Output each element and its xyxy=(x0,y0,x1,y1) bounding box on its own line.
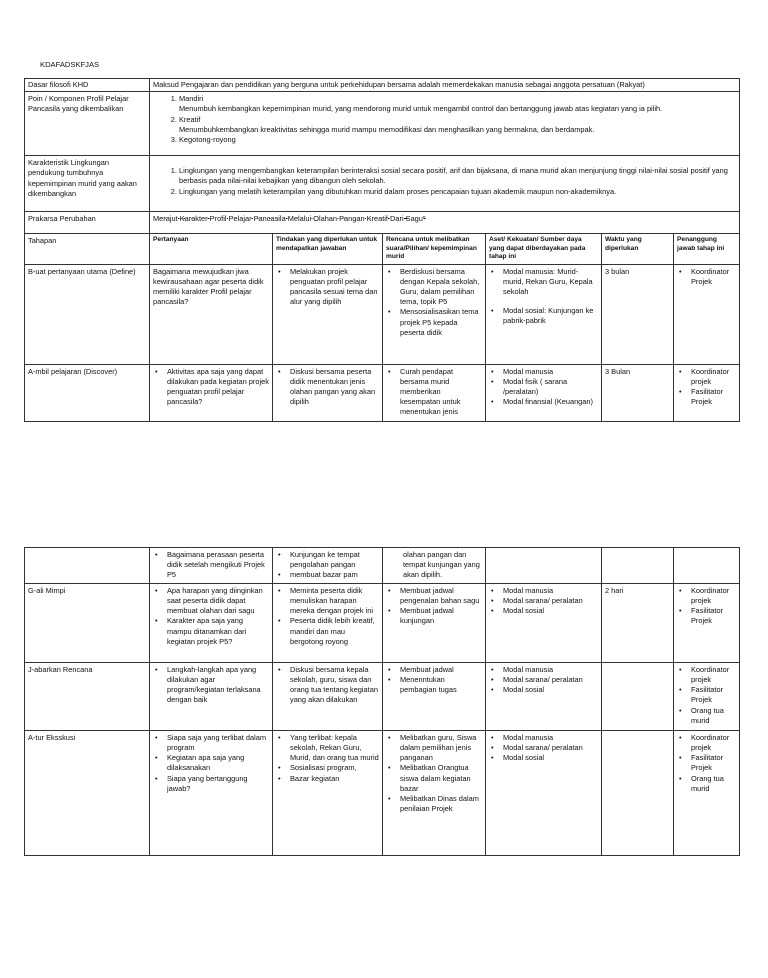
cell-waktu xyxy=(602,548,674,584)
poin-list xyxy=(153,94,736,145)
karakteristik-item: 2. Lingkungan yang melatih keterampilan yang dibutuhkan murid dalam proses pencapaian tujuan akademik maupun non-akademiknya. xyxy=(179,187,736,197)
cell-aset xyxy=(486,583,602,662)
list-item: • Melibatkan Dinas dalam penilaian Projek xyxy=(400,794,482,814)
header-tindakan: Tindakan yang diperlukan untuk mendapatkan jawaban xyxy=(273,234,383,264)
list-item: • Modal sosial xyxy=(503,685,598,695)
list-item: • Peserta didik lebih kreatif, mandiri dan mau bergotong royong xyxy=(290,616,379,647)
cell-rencana xyxy=(383,730,486,855)
cell-tindakan xyxy=(273,264,383,364)
cell-waktu: 3 bulan xyxy=(602,264,674,364)
list-item: • Orang tua murid xyxy=(691,774,736,794)
table-row xyxy=(25,662,740,730)
list-item: • Modal sosial: Kunjungan ke pabrik-pabrik xyxy=(503,306,598,326)
label-poin: Poin / Komponen Profil Pelajar Pancasila yang dikembalikan xyxy=(25,92,150,156)
list-item: • Bagaimana perasaan peserta didik setelah mengikuti Projek P5 xyxy=(167,550,269,581)
cell-penanggung xyxy=(674,583,740,662)
cell-tindakan xyxy=(273,583,383,662)
list-item: • Koordinator Projek xyxy=(691,267,736,287)
cell-aset xyxy=(486,264,602,364)
karakteristik-list xyxy=(153,166,736,197)
list-item: • Fasilitator Projek xyxy=(691,606,736,626)
cell-tahapan: B-uat pertanyaan utama (Define) xyxy=(25,264,150,364)
main-table-page-1 xyxy=(24,78,740,422)
list-item: • Modal fisik ( sarana /peralatan) xyxy=(503,377,598,397)
list-item: • Yang terlibat: kepala sekolah, Rekan Guru, Murid, dan orang tua murid xyxy=(290,733,379,764)
list-item: • Modal manusia xyxy=(503,367,598,377)
cell-tahapan xyxy=(25,548,150,584)
poin-item: 3. Kegotong-royong xyxy=(179,135,736,145)
cell-rencana xyxy=(383,264,486,364)
cell-rencana: olahan pangan dan tempat kunjungan yang akan dipilih. xyxy=(383,548,486,584)
list-item: • Melibatkan guru, Siswa dalam pemilihan jenis panganan xyxy=(400,733,482,764)
list-item: • Aktivitas apa saja yang dapat dilakukan pada kegiatan projek penguatan profil pelajar pancasila? xyxy=(167,367,269,408)
cell-tindakan xyxy=(273,364,383,421)
cell-tindakan xyxy=(273,662,383,730)
header-pertanyaan: Pertanyaan xyxy=(150,234,273,264)
cell-waktu xyxy=(602,662,674,730)
list-item: • Berdiskusi bersama dengan Kepala sekolah, Guru, dalam pemilihan tema, topik P5 xyxy=(400,267,482,308)
header-waktu: Waktu yang diperlukan xyxy=(602,234,674,264)
cell-waktu: 2 hari xyxy=(602,583,674,662)
table-row xyxy=(25,730,740,855)
cell-pertanyaan xyxy=(150,364,273,421)
list-item: • Apa harapan yang diinginkan saat peserta didik dapat membuat olahan dari sagu xyxy=(167,586,269,617)
list-item: • Meminta peserta didik menuliskan harapan mereka dengan projek ini xyxy=(290,586,379,617)
karakteristik-list-cell xyxy=(150,156,740,212)
text-prakarsa: Merajut Karakter Profil Pelajar Pancasila Melalui Olahan Pangan Kreatif Dari Sagu" xyxy=(150,212,740,234)
cell-aset xyxy=(486,548,602,584)
cell-aset xyxy=(486,662,602,730)
list-item: • Modal sarana/ peralatan xyxy=(503,596,598,606)
header-aset: Aset/ Kekuatan/ Sumber daya yang dapat diberdayakan pada tahap ini xyxy=(486,234,602,264)
list-item: • Siapa saja yang terlibat dalam program xyxy=(167,733,269,753)
cell-aset xyxy=(486,364,602,421)
table-row xyxy=(25,264,740,364)
cell-rencana xyxy=(383,662,486,730)
list-item: • Koordinator projek xyxy=(691,665,736,685)
cell-tahapan: A-mbil pelajaran (Discover) xyxy=(25,364,150,421)
cell-pertanyaan xyxy=(150,662,273,730)
cell-waktu: 3 Bulan xyxy=(602,364,674,421)
label-prakarsa: Prakarsa Perubahan xyxy=(25,212,150,234)
list-item: • Melakukan projek penguatan profil pelajar pancasila sesuai tema dan alur yang dipilih xyxy=(290,267,379,308)
text-filosofi: Maksud Pengajaran dan pendidikan yang berguna untuk perkehidupan bersama adalah memerdekakan manusia sebagai anggota persatuan (Rakyat) xyxy=(150,79,740,92)
cell-penanggung xyxy=(674,662,740,730)
list-item: • Modal manusia xyxy=(503,586,598,596)
cell-rencana xyxy=(383,364,486,421)
poin-item: 1. Mandiri Menumbuh kembangkan kepemimpinan murid, yang mendorong murid untuk mengambil control dan bertanggung jawab atas kegiatan yang ia pilih. xyxy=(179,94,736,114)
label-filosofi: Dasar filosofi KHD xyxy=(25,79,150,92)
list-item: • membuat bazar pam xyxy=(290,570,379,580)
header-tahapan: Tahapan xyxy=(25,234,150,264)
list-item: • Orang tua murid xyxy=(691,706,736,726)
list-item: • Modal manusia xyxy=(503,665,598,675)
cell-pertanyaan xyxy=(150,548,273,584)
header-penanggung: Penanggung jawab tahap ini xyxy=(674,234,740,264)
list-item: • Fasilitator Projek xyxy=(691,685,736,705)
cell-penanggung xyxy=(674,730,740,855)
cell-pertanyaan: Bagaimana mewujudkan jiwa kewirausahaan agar peserta didik memiliki karakter Profil pelajar pancasila? xyxy=(150,264,273,364)
poin-item: 2. Kreatif Menumbuhkembangkan kreaktivitas sehingga murid mampu memodifikasi dan menghasilkan yang bermakna, dan berdampak. xyxy=(179,115,736,135)
list-item: • Karakter apa saja yang mampu ditanamkan dari kegiatan projek P5? xyxy=(167,616,269,647)
list-item: • Diskusi bersama peserta didik menentukan jenis olahan pangan yang akan dipilih xyxy=(290,367,379,408)
row-karakteristik xyxy=(25,156,740,212)
list-item: • Mensosialisasikan tema projek P5 kepada peserta didik xyxy=(400,307,482,338)
cell-waktu xyxy=(602,730,674,855)
list-item: • Koordinator projek xyxy=(691,367,736,387)
list-item: • Modal sarana/ peralatan xyxy=(503,675,598,685)
cell-penanggung xyxy=(674,548,740,584)
list-item: • Menenntukan pembagian tugas xyxy=(400,675,482,695)
cell-penanggung xyxy=(674,364,740,421)
row-prakarsa xyxy=(25,212,740,234)
list-item: • Fasilitator Projek xyxy=(691,387,736,407)
header-rencana: Rencana untuk melibatkan suara/Pilihan/ kepemimpinan murid xyxy=(383,234,486,264)
table-row xyxy=(25,364,740,421)
list-item: • Kunjungan ke tempat pengolahan pangan xyxy=(290,550,379,570)
list-item: • Modal sosial xyxy=(503,606,598,616)
label-karakteristik: Karakteristik Lingkungan pendukung tumbuhnya kepemimpinan murid yang aakan dikembangkan xyxy=(25,156,150,212)
list-item: • Sosialisasi program, xyxy=(290,763,379,773)
list-item: • Modal sarana/ peralatan xyxy=(503,743,598,753)
table-row-continued xyxy=(25,548,740,584)
poin-list-cell xyxy=(150,92,740,156)
list-item: • Membuat jadwal xyxy=(400,665,482,675)
cell-tahapan: G-ali Mimpi xyxy=(25,583,150,662)
table-row xyxy=(25,583,740,662)
list-item: • Bazar kegiatan xyxy=(290,774,379,784)
list-item: • Siapa yang bertanggung jawab? xyxy=(167,774,269,794)
cell-tahapan: J-abarkan Rencana xyxy=(25,662,150,730)
row-filosofi xyxy=(25,79,740,92)
list-item: • Modal manusia xyxy=(503,733,598,743)
list-item: • Curah pendapat bersama murid memberikan kesempatan untuk menentukan jenis xyxy=(400,367,482,418)
list-item: • Modal manusia: Murid-murid, Rekan Guru, Kepala sekolah xyxy=(503,267,598,298)
list-item: • Koordinator projek xyxy=(691,733,736,753)
cell-penanggung xyxy=(674,264,740,364)
list-item: • Modal finansial (Keuangan) xyxy=(503,397,598,407)
karakteristik-item: 1. Lingkungan yang mengembangkan keterampilan berinteraksi sosial secara positif, arif dan bijaksana, di mana murid akan menjunjung tinggi nilai-nilai sosial positif yang berbasis pada nilai-nilai kebajikan yang dibangun oleh sekolah. xyxy=(179,166,736,186)
list-item: • Membuat jadwal kunjungan xyxy=(400,606,482,626)
cell-pertanyaan xyxy=(150,730,273,855)
header-row xyxy=(25,234,740,264)
list-item: • Membuat jadwal pengenalan bahan sagu xyxy=(400,586,482,606)
cell-aset xyxy=(486,730,602,855)
document-title: KDAFADSKFJAS xyxy=(40,60,100,69)
cell-pertanyaan xyxy=(150,583,273,662)
list-item: • Langkah-langkah apa yang dilakukan agar program/kegiatan terlaksana dengan baik xyxy=(167,665,269,706)
cell-tindakan xyxy=(273,548,383,584)
list-item: • Fasilitator Projek xyxy=(691,753,736,773)
list-item: • Melibatkan Orangtua siswa dalam kegiatan bazar xyxy=(400,763,482,794)
cell-rencana xyxy=(383,583,486,662)
list-item: • Modal sosial xyxy=(503,753,598,763)
list-item: • Diskusi bersama kepala sekolah, guru, siswa dan orang tua tentang kegiatan yang akan dilakukan xyxy=(290,665,379,706)
cell-tindakan xyxy=(273,730,383,855)
cell-tahapan: A-tur Eksskusi xyxy=(25,730,150,855)
row-poin xyxy=(25,92,740,156)
list-item: • Kegiatan apa saja yang dilaksanakan xyxy=(167,753,269,773)
main-table-page-2 xyxy=(24,547,740,856)
list-item: • Koordinator projek xyxy=(691,586,736,606)
